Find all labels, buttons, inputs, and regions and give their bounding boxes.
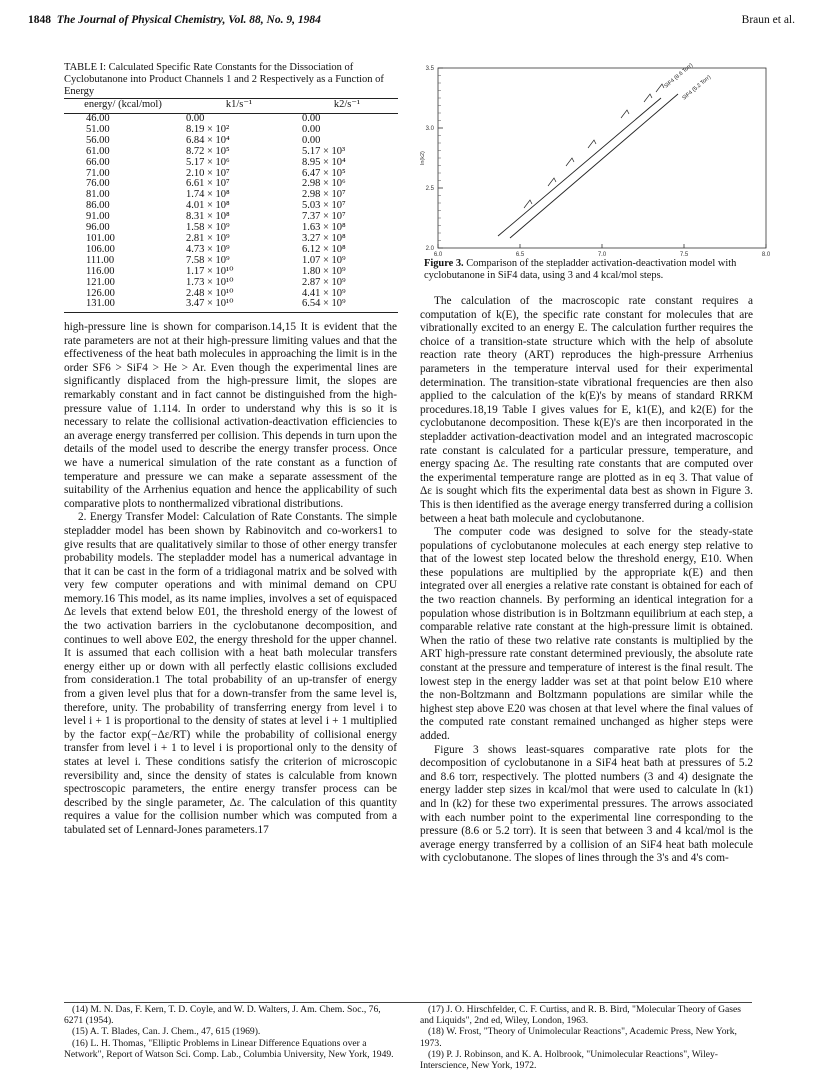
- table-row: [64, 299, 398, 312]
- table-row: [64, 212, 398, 223]
- table-cell: 5.17 × 10⁶: [186, 156, 230, 168]
- table-cell: 8.19 × 10²: [186, 123, 230, 135]
- table-row: [64, 267, 398, 278]
- table-row: [64, 136, 398, 147]
- table-cell: 2.98 × 10⁶: [302, 178, 346, 190]
- page-number: 1848: [28, 14, 51, 26]
- line-label: SiF4 (5.2 Torr): [681, 74, 713, 102]
- table-cell: 101.00: [86, 232, 115, 244]
- table-cell: 2.98 × 10⁷: [302, 189, 346, 201]
- table-header-k2: k2/s⁻¹: [296, 99, 398, 114]
- footnote-rule: [64, 1002, 752, 1003]
- table-cell: 1.17 × 10¹⁰: [186, 265, 234, 277]
- table-row: [64, 158, 398, 169]
- table-cell: 4.41 × 10⁹: [302, 287, 346, 299]
- table-header-energy: energy/ (kcal/mol): [64, 99, 182, 114]
- table-cell: 86.00: [86, 200, 110, 212]
- y-axis-label: ln(k2): [420, 151, 426, 165]
- footnote: (14) M. N. Das, F. Kern, T. D. Coyle, and W. D. Walters, J. Am. Chem. Soc., 76, 6271 (1954).: [64, 1004, 381, 1027]
- table-cell: 66.00: [86, 156, 110, 168]
- x-tick-label: 6.5: [515, 252, 525, 258]
- table-cell: 2.10 × 10⁷: [186, 167, 230, 179]
- table-cell: 81.00: [86, 189, 110, 201]
- table-cell: 6.12 × 10⁸: [302, 243, 346, 255]
- table-cell: 1.07 × 10⁹: [302, 254, 346, 266]
- table-cell: 8.72 × 10⁵: [186, 145, 230, 157]
- line-label: SiF4 (8.6 Torr): [663, 62, 695, 90]
- table-row: [64, 278, 398, 289]
- table-cell: 6.84 × 10⁴: [186, 134, 230, 146]
- x-tick-label: 8.0: [761, 252, 771, 258]
- table-cell: 46.00: [86, 113, 110, 124]
- step-marker: [566, 158, 574, 166]
- table-cell: 5.17 × 10³: [302, 145, 346, 157]
- y-tick-label: 3.0: [425, 126, 434, 132]
- table-cell: 0.00: [302, 123, 321, 135]
- table-row: [64, 114, 398, 125]
- table-cell: 2.48 × 10¹⁰: [186, 287, 234, 299]
- plot-frame: [438, 68, 766, 248]
- paragraph: Figure 3 shows least-squares comparative rate plots for the decomposition of cyclobutanone in a SiF4 heat bath at pressures of 5.2 and 8.6 torr, respectively. The plotted numbers (3 and 4) designate the energy ladder step sizes in kcal/mol that were used to calculate ln (k1) and ln (k2) for these two experimental pressures. The arrows associated with each number point to the experimental line corresponding to the pressure (8.6 or 5.2 torr). It is seen that between 3 and 4 kcal/mol is the average energy transferred by a collision of an SiF4 heat bath molecule with cyclobutanone. The slopes of lines through the 3's and 4's com-: [420, 743, 753, 865]
- figure-3-svg: [416, 58, 776, 258]
- table-cell: 56.00: [86, 134, 110, 146]
- table-cell: 116.00: [86, 265, 115, 277]
- paragraph: high-pressure line is shown for comparison.14,15 It is evident that the rate parameters are not at their high-pressure limiting values and that the effectiveness of the heat bath molecules in approaching the limit is in the order SF6 > SiF4 > He > Ar. Even though the experimental lines are significantly displaced from the high-pressure limit, the slopes are remarkably constant and in fact cannot be distinguished from the high-pressure value of 1.114. In order to understand why this is so it is necessary to relate the collisional activation-deactivation efficiencies to an average energy transferred per collision. This depends in turn upon the details of the model used to describe the energy transfer process. Once we have a numerical simulation of the rate constant as a function of temperature and pressure we can make a separate assessment of the suitability of the Arrhenius equation and hence the applicability of such comparative plots to nonthermalized vibrational distributions.: [64, 321, 397, 510]
- table-cell: 7.37 × 10⁷: [302, 211, 346, 223]
- x-tick-label: 6.0: [433, 252, 443, 258]
- footnote: (17) J. O. Hirschfelder, C. F. Curtiss, and R. B. Bird, "Molecular Theory of Gases and Liquids", 2nd ed, Wiley, London, 1963.: [420, 1004, 742, 1027]
- table-cell: 131.00: [64, 299, 182, 312]
- footnote: (16) L. H. Thomas, "Elliptic Problems in Linear Difference Equations over a Network", Report of Watson Sci. Comp. Lab., Columbia University, New York, 1949.: [64, 1037, 394, 1060]
- running-header: [28, 14, 321, 26]
- table-cell: 121.00: [86, 276, 115, 288]
- table-cell: 8.31 × 10⁸: [186, 211, 230, 223]
- table-cell: 7.58 × 10⁹: [186, 254, 230, 266]
- table-cell: 5.03 × 10⁷: [302, 200, 346, 212]
- y-tick-label: 3.5: [425, 66, 434, 72]
- y-tick-label: 2.5: [425, 186, 434, 192]
- figure-caption-text: Comparison of the stepladder activation-deactivation model with cyclobutanone in SiF4 data, using 3 and 4 kcal/mol steps.: [424, 258, 737, 281]
- experimental-line: [498, 98, 661, 236]
- table-cell: 76.00: [86, 178, 110, 190]
- table-cell: 126.00: [86, 287, 115, 299]
- table-row: [64, 179, 398, 190]
- table-cell: 61.00: [86, 145, 110, 157]
- figure-caption: [424, 258, 769, 282]
- running-authors: Braun et al.: [741, 14, 795, 26]
- table-row: [64, 125, 398, 136]
- table-cell: 4.01 × 10⁸: [186, 200, 230, 212]
- table-cell: 2.81 × 10⁹: [186, 232, 230, 244]
- table-row: [64, 245, 398, 256]
- table-cell: 0.00: [302, 134, 321, 146]
- step-marker: [644, 94, 652, 102]
- table-cell: 71.00: [86, 167, 110, 179]
- step-marker: [524, 200, 532, 208]
- footnotes-right: [420, 1004, 753, 1071]
- table-cell: 0.00: [302, 113, 321, 124]
- paragraph: The computer code was designed to solve for the steady-state populations of cyclobutanone molecules at each energy step relative to that of the lowest step located below the threshold energy, E10. When these populations are multiplied by the appropriate k(E) and then integrated over all energies a relative rate constant is obtained for each of the two reaction channels. By performing an identical integration for a population whose distribution is in Boltzmann equilibrium at each step, a comparable relative rate constant at the high-pressure limit is obtained. When the ratio of these two relative rate constants is multiplied by the ART high-pressure rate constant determined previously, the absolute rate constant at the pressure and temperature of interest is the final result. The lowest step in the energy ladder was set at that point below E10 where the non-Boltzmann and Boltzmann populations are similar while the highest step above E20 was chosen at that level where the final values of the computed rate constant remained unchanged as higher steps were added.: [420, 526, 753, 742]
- table-cell: 1.63 × 10⁸: [302, 222, 346, 234]
- experimental-line: [510, 94, 678, 238]
- table-cell: 51.00: [86, 123, 110, 135]
- step-marker: [621, 110, 629, 118]
- table-cell: 6.47 × 10⁵: [302, 167, 346, 179]
- step-marker: [548, 178, 556, 186]
- x-tick-label: 7.0: [597, 252, 607, 258]
- table-cell: 111.00: [86, 254, 115, 266]
- table-row: [64, 190, 398, 201]
- table-row: [64, 169, 398, 180]
- footnote: (15) A. T. Blades, Can. J. Chem., 47, 615 (1969).: [72, 1026, 261, 1038]
- table-cell: 1.80 × 10⁹: [302, 265, 346, 277]
- rate-constant-table: [64, 98, 398, 313]
- table-cell: 4.73 × 10⁹: [186, 243, 230, 255]
- table-caption: TABLE I: Calculated Specific Rate Constants for the Dissociation of Cyclobutanone into Product Channels 1 and 2 Respectively as a Function of Energy: [64, 62, 384, 97]
- x-tick-label: 7.5: [679, 252, 689, 258]
- table-cell: 2.87 × 10⁹: [302, 276, 346, 288]
- figure-caption-label: Figure 3.: [424, 258, 464, 269]
- y-tick-label: 2.0: [425, 246, 434, 252]
- table-cell: 8.95 × 10⁴: [302, 156, 346, 168]
- journal-title: The Journal of Physical Chemistry, Vol. 88, No. 9, 1984: [56, 14, 321, 26]
- table-cell: 91.00: [86, 211, 110, 223]
- right-column-text: [420, 295, 753, 866]
- table-cell: 106.00: [86, 243, 115, 255]
- footnotes-left: [64, 1004, 397, 1060]
- table-cell: 0.00: [186, 113, 205, 124]
- left-column-text: [64, 321, 397, 838]
- table-cell: 1.74 × 10⁸: [186, 189, 230, 201]
- figure-3-plot: [416, 58, 776, 280]
- step-marker: [588, 140, 596, 148]
- table-cell: 3.27 × 10⁸: [302, 232, 346, 244]
- table-cell: 3.47 × 10¹⁰: [182, 299, 296, 312]
- table-row: [64, 201, 398, 212]
- table-cell: 6.54 × 10⁹: [296, 299, 398, 312]
- table-cell: 1.58 × 10⁹: [186, 222, 230, 234]
- table-cell: 6.61 × 10⁷: [186, 178, 230, 190]
- table-cell: 1.73 × 10¹⁰: [186, 276, 234, 288]
- footnote: (18) W. Frost, "Theory of Unimolecular Reactions", Academic Press, New York, 1973.: [420, 1026, 737, 1049]
- paragraph: 2. Energy Transfer Model: Calculation of Rate Constants. The simple stepladder model has been shown by Rabinovitch and co-workers1 to give results that are qualitatively similar to those of other energy transfer probability models. The stepladder model has a numerical advantage in that it can be cast in the form of a tridiagonal matrix and be solved with very few computer operations and with minimal demand on CPU memory.16 This model, as its name implies, involves a set of equispaced Δε levels that extend below E01, the threshold energy of the lowest of the two activation barriers in the cyclobutanone decomposition, and continues to well above E02, the energy threshold for the upper channel. It is assumed that each collision with a heat bath molecular transfers energy either up or down with all perfectly elastic collisions excluded from consideration.1 The total probability of an up-transfer of energy from a given level plus that for a down-transfer from the same level is, therefore, unity. The probability of transferring energy from level i to level i + 1 is proportional to the density of states at level i + 1 multiplied by the factor exp(−Δε/RT) while the probability of collisional energy transfer from level i + 1 to level i is proportional only to the density of states at level i. These conditions satisfy the criterion of microscopic reversibility and, since the density of states is calculable from known spectroscopic parameters, the entire energy transfer process can be described by the single parameter, Δε. The calculation of this quantity requires a value for the collision number which was computed from a tabulated set of Lennard-Jones parameters.17: [64, 511, 397, 836]
- table-cell: 96.00: [86, 222, 110, 234]
- table-row: [64, 147, 398, 158]
- table-header-k1: k1/s⁻¹: [182, 99, 296, 114]
- footnote: (19) P. J. Robinson, and K. A. Holbrook, "Unimolecular Reactions", Wiley-Interscience, New York, 1972.: [420, 1048, 718, 1071]
- paragraph: The calculation of the macroscopic rate constant requires a computation of k(E), the specific rate constant for molecules that are vibrationally excited to an energy E. The calculation further requires the choice of a transition-state structure which with the help of absolute reaction rate theory (ART) reproduces the high-pressure Arrhenius parameters in the temperature interval used for their experimental determination. The transition-state vibrational frequencies are then also applied to the calculation of the k(E)'s by means of standard RRKM procedures.18,19 Table I gives values for E, k1(E), and k2(E) for the cyclobutanone decomposition. These k(E)'s are then incorporated in the stepladder activation-deactivation model and an integrated macroscopic rate constant is calculated for a particular pressure, temperature, and energy spacing Δε. The resulting rate constants that are computed over the experimental temperature range are plotted as in eq 3. That value of Δε is sought which fits the experimental data best as shown in Figure 3. This is then identified as the average energy transferred during a collision between a heat bath molecule and cyclobutanone.: [420, 295, 753, 525]
